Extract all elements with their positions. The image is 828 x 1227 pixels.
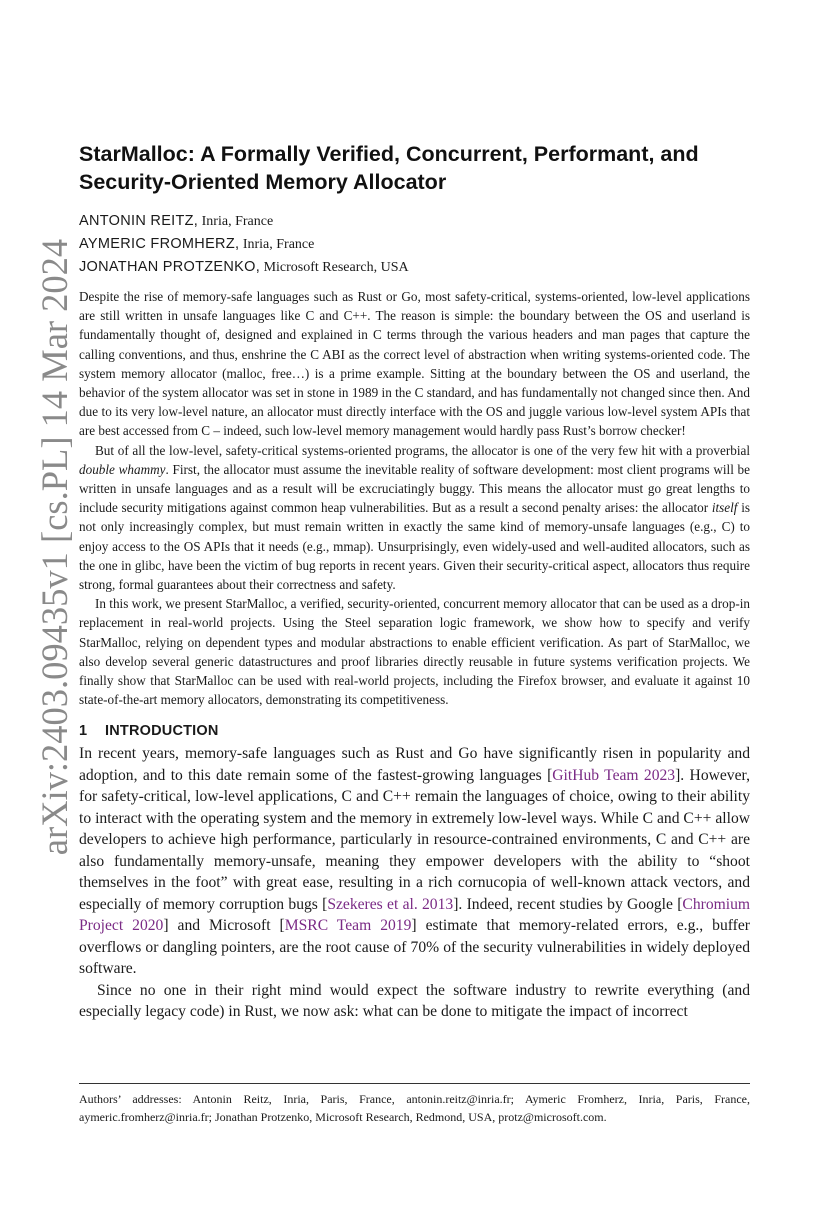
- intro-paragraph-1: [79, 743, 750, 980]
- intro-paragraph-2: Since no one in their right mind would expect the software industry to rewrite everything (and especially legacy code) in Rust, we now ask: what can be done to mitigate the impact of incorrect: [79, 981, 750, 1021]
- text-run: In recent years, memory-safe languages such as Rust and Go have significantly risen in popularity and adoption, and to this date remain some of the fastest-growing languages [: [79, 745, 750, 784]
- author-affiliation: Microsoft Research, USA: [260, 260, 409, 275]
- emphasis-itself: itself: [711, 500, 738, 516]
- introduction-body: [79, 743, 750, 1023]
- abstract-paragraph-2: [79, 441, 750, 595]
- author-name: JONATHAN PROTZENKO,: [79, 259, 261, 275]
- paper-page: [79, 140, 750, 1023]
- citation-link[interactable]: GitHub Team 2023: [552, 766, 676, 784]
- section-title: INTRODUCTION: [105, 723, 219, 740]
- citation-link[interactable]: Chromium Project 2020: [79, 895, 750, 935]
- section-heading-introduction: [79, 723, 750, 739]
- author-3: [79, 256, 750, 279]
- text-run: ]. However, for safety-critical, low-level applications, C and C++ remain the languages of choice, owing to their ability to interact with the operating system and the memory in extremely low-level ways. While C and C++ allow developers to achieve high performance, particularly in resource-contrained environments, C and C++ are also fundamentally memory-unsafe, meaning they empower developers with the ability to “shoot themselves in the foot” with great ease, resulting in a rich cornucopia of well-known attack vectors, and especially of memory corruption bugs [: [79, 766, 750, 913]
- text-run: But of all the low-level, safety-critical systems-oriented programs, the allocator is one of the very few hit with a proverbial: [95, 442, 750, 458]
- emphasis-double-whammy: double whammy: [79, 461, 166, 477]
- author-list: [79, 210, 750, 279]
- citation-link[interactable]: Szekeres et al. 2013: [327, 895, 454, 913]
- text-run: ] estimate that memory-related errors, e.g., buffer overflows or dangling pointers, are the root cause of 70% of the security vulnerabilities in widely deployed software.: [79, 917, 750, 978]
- abstract-paragraph-3: In this work, we present StarMalloc, a verified, security-oriented, concurrent memory allocator that can be used as a drop-in replacement in real-world projects. Using the Steel separation logic framework, we show how to specify and verify StarMalloc, relying on dependent types and modular abstractions to enable efficient verification. As part of StarMalloc, we also develop several generic datastructures and proof libraries directly reusable in future systems verification projects. We finally show that StarMalloc can be used with real-world projects, including the Firefox browser, and evaluate it against 10 state-of-the-art memory allocators, demonstrating its competitiveness.: [79, 596, 750, 708]
- citation-link[interactable]: MSRC Team 2019: [284, 917, 412, 935]
- author-name: ANTONIN REITZ,: [79, 213, 199, 229]
- author-2: [79, 233, 750, 256]
- abstract: [79, 287, 750, 709]
- text-run: ]. Indeed, recent studies by Google [: [453, 895, 683, 913]
- arxiv-stamp: arXiv:2403.09435v1 [cs.PL] 14 Mar 2024: [34, 238, 75, 856]
- title-line-1: StarMalloc: A Formally Verified, Concurrent, Performant, and: [79, 142, 699, 166]
- author-name: AYMERIC FROMHERZ,: [79, 236, 240, 252]
- author-1: [79, 210, 750, 233]
- title-line-2: Security-Oriented Memory Allocator: [79, 170, 447, 194]
- author-affiliation: Inria, France: [198, 214, 274, 229]
- text-run: . First, the allocator must assume the inevitable reality of software development: most client programs will be written in unsafe languages and as a result will be excruciatingly buggy. This means the allocator must go great lengths to include security mitigations against common heap vulnerabilities. But as a result a second penalty arises: the allocator: [79, 461, 751, 516]
- paper-title: [79, 140, 750, 196]
- authors-addresses-footnote: Authors’ addresses: Antonin Reitz, Inria, Paris, France, antonin.reitz@inria.fr; Aymeric Fromherz, Inria, Paris, France, aymeric.fromherz@inria.fr; Jonathan Protzenko, Microsoft Research, Redmond, USA, protz@microsoft.com.: [79, 1083, 750, 1126]
- text-run: is not only increasingly complex, but must remain written in exactly the same kind of memory-unsafe languages (e.g., C) to enjoy access to the OS APIs that it needs (e.g., mmap). Unsurprisingly, even widely-used and well-audited allocators, such as the one in glibc, have been the victim of bug reports in recent years. Given their security-critical aspect, allocators thus require strong, formal guarantees about their correctness and safety.: [79, 500, 751, 593]
- abstract-paragraph-1: Despite the rise of memory-safe languages such as Rust or Go, most safety-critical, systems-oriented, low-level applications are still written in unsafe languages like C and C++. The reason is simple: the boundary between the OS and userland is fundamentally thought of, designed and explained in C terms through the various headers and man pages that capture the calling conventions, and thus, enshrine the C ABI as the correct level of abstraction when writing systems-oriented code. The system memory allocator (malloc, free…) is a prime example. Sitting at the boundary between the OS and userland, the behavior of the system allocator was set in stone in 1989 in the C standard, and has fundamentally not changed since then. And due to its very low-level nature, an allocator must directly interface with the OS and juggle various low-level system APIs that are best accessed from C – indeed, such low-level memory management would hardly pass Rust’s borrow checker!: [79, 289, 750, 439]
- text-run: ] and Microsoft [: [163, 917, 285, 935]
- author-affiliation: Inria, France: [239, 237, 315, 252]
- section-number: 1: [79, 723, 88, 740]
